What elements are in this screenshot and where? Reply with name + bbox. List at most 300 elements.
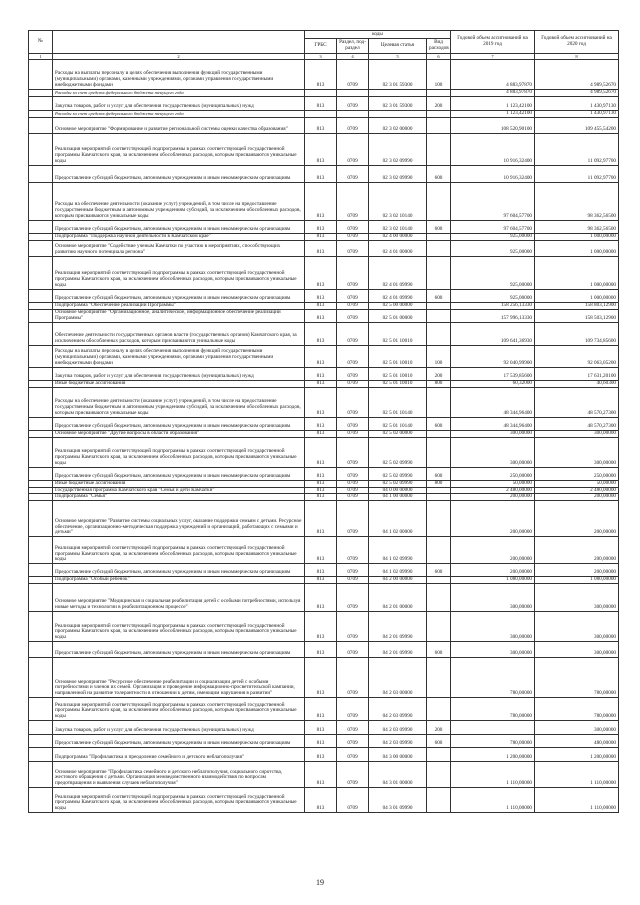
row-number-cell (29, 134, 53, 166)
row-description: Подпрограмма "Обеспечение реализации Программы" (53, 302, 305, 309)
row-target: 04 2 01 09990 (369, 612, 427, 642)
table-row (29, 467, 619, 480)
row-amount-2019: 97 604,57700 (451, 183, 535, 221)
row-number-cell (29, 90, 53, 97)
row-section: 0709 (337, 417, 369, 430)
row-number-cell (29, 234, 53, 241)
row-grbs: 813 (305, 234, 337, 241)
row-description: Подпрограмма "Поддержка научной деятельности в Камчатском крае" (53, 234, 305, 241)
row-amount-2019: 1 110,00000 (451, 788, 535, 813)
row-number-cell (29, 309, 53, 322)
row-amount-2020: 98 362,56500 (535, 221, 619, 234)
row-amount-2020: 1 110,00000 (535, 762, 619, 788)
row-amount-2019: 1 123,42100 (451, 111, 535, 118)
row-number-cell (29, 584, 53, 612)
row-description: Предоставление субсидий бюджетным, автономным учреждениям и иным некоммерческим организациям (53, 221, 305, 234)
row-grbs: 813 (305, 309, 337, 322)
row-section: 0709 (337, 537, 369, 564)
row-target: 02 5 01 10140 (369, 387, 427, 417)
table-row (29, 387, 619, 417)
row-amount-2020: 480,00000 (535, 735, 619, 748)
row-target: 02 5 01 10010 (369, 322, 427, 345)
row-grbs: 813 (305, 380, 337, 387)
table-row (29, 735, 619, 748)
table-row (29, 788, 619, 813)
row-section: 0709 (337, 118, 369, 134)
row-target: 02 3 01 59300 (369, 97, 427, 111)
row-number-cell (29, 289, 53, 302)
row-number-cell (29, 698, 53, 721)
row-target: 04 2 00 00000 (369, 577, 427, 584)
row-exptype (427, 612, 451, 642)
table-row (29, 97, 619, 111)
row-section: 0709 (337, 564, 369, 577)
row-section: 0709 (337, 387, 369, 417)
row-section: 0709 (337, 367, 369, 380)
row-exptype (427, 234, 451, 241)
row-exptype (427, 748, 451, 762)
row-description: Реализация мероприятий соответствующей подпрограммы в рамках соответствующей государственной программы Камчатского края, за исключением обособленных расходов, которым присваиваются уникальные коды (53, 537, 305, 564)
column-index: 5 (369, 54, 427, 60)
row-amount-2020: 1 080,00000 (535, 577, 619, 584)
table-row (29, 480, 619, 487)
row-description: Реализация мероприятий соответствующей подпрограммы в рамках соответствующей государственной программы Камчатского края, за исключением обособленных расходов, которым присваиваются уникальные коды (53, 134, 305, 166)
row-exptype (427, 537, 451, 564)
row-number-cell (29, 60, 53, 90)
table-row (29, 221, 619, 234)
row-amount-2019: 200,00000 (451, 501, 535, 537)
row-amount-2019: 2 480,00000 (451, 487, 535, 494)
row-description: Государственная программа Камчатского края "Семья и дети Камчатки" (53, 487, 305, 494)
row-grbs: 813 (305, 166, 337, 183)
row-number-cell (29, 380, 53, 387)
row-amount-2019: 97 604,57700 (451, 221, 535, 234)
row-description: Реализация мероприятий соответствующей подпрограммы в рамках соответствующей государственной программы Камчатского края, за исключением обособленных расходов, которым присваиваются уникальные коды (53, 698, 305, 721)
table-row (29, 111, 619, 118)
row-description: Закупка товаров, работ и услуг для обеспечения государственных (муниципальных) нужд (53, 367, 305, 380)
row-grbs (305, 90, 337, 97)
row-target: 04 1 00 00000 (369, 494, 427, 501)
row-grbs: 813 (305, 537, 337, 564)
row-amount-2019: 200,00000 (451, 494, 535, 501)
row-grbs: 813 (305, 417, 337, 430)
row-amount-2020: 780,00000 (535, 698, 619, 721)
row-amount-2020: 1 000,00000 (535, 289, 619, 302)
row-exptype (427, 256, 451, 289)
row-description: Расходы на обеспечение деятельности (оказание услуг) учреждений, в том числе на предоставление государственным бюджетным и автономным учреждениям субсидий, за исключением обособленных расходов, которым присваиваются уникальные коды (53, 387, 305, 417)
column-index: 1 (29, 54, 53, 60)
row-amount-2019: 300,00000 (451, 584, 535, 612)
row-description: Основное мероприятие "Содействие ученым Камчатки по участию в мероприятиях, способствующих развитию научного потенциала региона" (53, 240, 305, 256)
row-number-cell (29, 183, 53, 221)
row-exptype (427, 577, 451, 584)
row-grbs: 813 (305, 467, 337, 480)
row-amount-2019: 10 916,32400 (451, 166, 535, 183)
row-grbs: 813 (305, 721, 337, 735)
row-amount-2020: 2 480,00000 (535, 487, 619, 494)
row-grbs: 813 (305, 564, 337, 577)
row-amount-2019: 92 040,99900 (451, 345, 535, 367)
row-exptype (427, 487, 451, 494)
row-grbs: 813 (305, 97, 337, 111)
row-grbs: 813 (305, 494, 337, 501)
row-target: 02 3 01 59300 (369, 60, 427, 90)
row-section: 0709 (337, 309, 369, 322)
row-section: 0709 (337, 256, 369, 289)
header-grbs: ГРБС (305, 39, 337, 54)
row-target: 02 3 02 10140 (369, 183, 427, 221)
row-description: Иные бюджетные ассигнования (53, 380, 305, 387)
row-description: Основное мероприятие "Ресурсное обеспечение реабилитации и социализации детей с особыми потребностями и членов их семей. Организация и проведение информационно-просветительской кампании, направленной на развитие толерантности в отношении к детям, имеющим нарушения в развитии" (53, 658, 305, 698)
row-section: 0709 (337, 97, 369, 111)
table-body (29, 60, 619, 813)
row-number-cell (29, 564, 53, 577)
row-amount-2019: 48 344,96400 (451, 387, 535, 417)
row-section: 0709 (337, 134, 369, 166)
row-description: Предоставление субсидий бюджетным, автономным учреждениям и иным некоммерческим организациям (53, 289, 305, 302)
row-number-cell (29, 467, 53, 480)
row-target: 02 5 01 10010 (369, 367, 427, 380)
row-number-cell (29, 788, 53, 813)
table-row (29, 577, 619, 584)
table-row (29, 367, 619, 380)
row-exptype: 200 (427, 721, 451, 735)
row-target: 04 1 02 09990 (369, 564, 427, 577)
row-exptype: 100 (427, 60, 451, 90)
row-section: 0709 (337, 480, 369, 487)
row-amount-2019: 50,00000 (451, 480, 535, 487)
row-exptype (427, 437, 451, 467)
row-amount-2020: 4 989,52670 (535, 90, 619, 97)
table-row (29, 537, 619, 564)
row-amount-2020: 158 803,12900 (535, 302, 619, 309)
row-target: 02 4 00 00000 (369, 234, 427, 241)
table-row (29, 612, 619, 642)
row-amount-2020: 158 503,12900 (535, 309, 619, 322)
row-amount-2019: 48 344,96400 (451, 417, 535, 430)
row-target (369, 111, 427, 118)
row-grbs: 813 (305, 612, 337, 642)
row-amount-2020: 98 362,56500 (535, 183, 619, 221)
row-section: 0709 (337, 658, 369, 698)
row-exptype (427, 494, 451, 501)
row-amount-2020: 17 631,20100 (535, 367, 619, 380)
row-amount-2019: 158 256,13330 (451, 302, 535, 309)
row-description: Основное мероприятие "Профилактика семейного и детского неблагополучия, социального сиротства, жестокого обращения с детьми. Организация межведомственного взаимодействия по вопросам предотвращения и выявления случаев неблагополучия" (53, 762, 305, 788)
row-description: Иные бюджетные ассигнования (53, 480, 305, 487)
row-number-cell (29, 501, 53, 537)
row-target: 02 4 01 09990 (369, 289, 427, 302)
table-row (29, 166, 619, 183)
row-section (337, 111, 369, 118)
row-amount-2019: 4 883,97870 (451, 90, 535, 97)
row-number-cell (29, 221, 53, 234)
row-number-cell (29, 345, 53, 367)
row-exptype: 800 (427, 480, 451, 487)
row-exptype (427, 658, 451, 698)
row-grbs: 813 (305, 430, 337, 437)
table-row (29, 240, 619, 256)
row-target: 02 5 00 00000 (369, 302, 427, 309)
row-amount-2019: 780,00000 (451, 735, 535, 748)
row-exptype: 600 (427, 642, 451, 658)
row-amount-2020: 11 092,97700 (535, 166, 619, 183)
row-grbs: 813 (305, 302, 337, 309)
row-amount-2019: 4 883,97870 (451, 60, 535, 90)
row-amount-2020: 250,00000 (535, 467, 619, 480)
row-amount-2019: 300,00000 (451, 430, 535, 437)
row-exptype (427, 309, 451, 322)
row-description: Закупка товаров, работ и услуг для обеспечения государственных (муниципальных) нужд (53, 97, 305, 111)
row-grbs: 813 (305, 487, 337, 494)
table-row (29, 256, 619, 289)
row-section: 0709 (337, 437, 369, 467)
row-section: 0709 (337, 221, 369, 234)
row-target: 02 3 02 10140 (369, 221, 427, 234)
row-grbs: 813 (305, 183, 337, 221)
header-target: Целевая статья (369, 39, 427, 54)
table-row (29, 183, 619, 221)
row-section: 0709 (337, 302, 369, 309)
header-2020: Годовой объем ассигнований на 2020 год (535, 31, 619, 54)
row-description: Расходы на выплаты персоналу в целях обеспечения выполнения функций государственными (муниципальными) органами, казенными учреждениями, органами управления государственными внебюджетными фондами (53, 345, 305, 367)
row-grbs: 813 (305, 256, 337, 289)
row-amount-2020: 1 430,97130 (535, 111, 619, 118)
row-target: 04 0 00 00000 (369, 487, 427, 494)
table-row (29, 698, 619, 721)
row-number-cell (29, 537, 53, 564)
row-exptype (427, 90, 451, 97)
row-exptype (427, 762, 451, 788)
row-grbs: 813 (305, 788, 337, 813)
row-description: Подпрограмма "Особый ребенок" (53, 577, 305, 584)
row-number-cell (29, 437, 53, 467)
row-exptype (427, 118, 451, 134)
row-amount-2020: 109 455,54200 (535, 118, 619, 134)
row-grbs: 813 (305, 735, 337, 748)
row-grbs: 813 (305, 240, 337, 256)
row-grbs: 813 (305, 118, 337, 134)
table-row (29, 494, 619, 501)
row-description: Реализация мероприятий соответствующей подпрограммы в рамках соответствующей государственной программы Камчатского края, за исключением обособленных расходов, которым присваиваются уникальные коды (53, 788, 305, 813)
column-index: 2 (53, 54, 305, 60)
row-number-cell (29, 642, 53, 658)
page-number: 19 (316, 878, 324, 887)
row-amount-2019 (451, 721, 535, 735)
row-description: Основное мероприятие "Формирование и развитие региональной системы оценки качества образования" (53, 118, 305, 134)
row-number-cell (29, 735, 53, 748)
row-target: 04 3 00 00000 (369, 748, 427, 762)
row-target: 04 2 03 00000 (369, 658, 427, 698)
column-index: 6 (427, 54, 451, 60)
row-amount-2019: 300,00000 (451, 642, 535, 658)
column-index: 3 (305, 54, 337, 60)
row-number-cell (29, 430, 53, 437)
row-exptype (427, 183, 451, 221)
row-number-cell (29, 577, 53, 584)
header-section: Раздел, под-раздел (337, 39, 369, 54)
budget-table (28, 30, 619, 813)
row-description: Закупка товаров, работ и услуг для обеспечения государственных (муниципальных) нужд (53, 721, 305, 735)
row-amount-2019: 10 916,32400 (451, 134, 535, 166)
row-section: 0709 (337, 380, 369, 387)
row-section: 0709 (337, 612, 369, 642)
row-section: 0709 (337, 698, 369, 721)
row-amount-2019: 157 996,13330 (451, 309, 535, 322)
table-row (29, 118, 619, 134)
row-description: Реализация мероприятий соответствующей подпрограммы в рамках соответствующей государственной программы Камчатского края, за исключением обособленных расходов, которым присваиваются уникальные коды (53, 256, 305, 289)
row-grbs: 813 (305, 658, 337, 698)
row-amount-2019: 300,00000 (451, 612, 535, 642)
row-description: Основное мероприятие "Развитие системы социальных услуг, оказание поддержки семьям с детьми. Ресурсное обеспечение, организационно-методическая поддержка учреждений и организаций, работающих с семьями и детьми" (53, 501, 305, 537)
row-amount-2019: 1 123,42100 (451, 97, 535, 111)
row-target: 02 3 02 09990 (369, 134, 427, 166)
row-amount-2019: 250,00000 (451, 467, 535, 480)
row-amount-2020: 300,00000 (535, 430, 619, 437)
row-grbs: 813 (305, 221, 337, 234)
row-exptype: 600 (427, 467, 451, 480)
table-row (29, 322, 619, 345)
row-number-cell (29, 494, 53, 501)
row-amount-2020: 11 092,97700 (535, 134, 619, 166)
table-row (29, 90, 619, 97)
row-description: Обеспечение деятельности государственных органов власти (государственных органов) Камчатского края, за исключением обособленных расходов, которым присваиваются уникальные коды (53, 322, 305, 345)
row-exptype: 100 (427, 345, 451, 367)
row-amount-2019: 925,00000 (451, 289, 535, 302)
column-index: 7 (451, 54, 535, 60)
row-grbs (305, 111, 337, 118)
row-section: 0709 (337, 494, 369, 501)
row-exptype (427, 240, 451, 256)
row-section: 0709 (337, 501, 369, 537)
row-exptype: 600 (427, 735, 451, 748)
row-amount-2020: 1 000,00000 (535, 240, 619, 256)
row-target: 02 5 02 09990 (369, 437, 427, 467)
row-target: 02 5 02 09990 (369, 480, 427, 487)
row-description: Основное мероприятие "Медицинская и социальная реабилитация детей с особыми потребностями, используя новые методы и технологии в реабилитационном процессе" (53, 584, 305, 612)
row-section: 0709 (337, 748, 369, 762)
table-row (29, 134, 619, 166)
row-number-cell (29, 240, 53, 256)
row-amount-2020: 48 570,27300 (535, 387, 619, 417)
header-codes: коды (305, 31, 451, 39)
row-section: 0709 (337, 430, 369, 437)
row-number-cell (29, 97, 53, 111)
header-exptype: Вид расходов (427, 39, 451, 54)
row-description: Подпрограмма "Профилактика и преодоление семейного и детского неблагополучия" (53, 748, 305, 762)
row-description: Предоставление субсидий бюджетным, автономным учреждениям и иным некоммерческим организациям (53, 417, 305, 430)
table-row (29, 642, 619, 658)
row-amount-2020: 200,00000 (535, 494, 619, 501)
row-target: 04 2 03 09990 (369, 721, 427, 735)
table-row (29, 762, 619, 788)
row-number-cell (29, 748, 53, 762)
row-amount-2020: 1 430,97130 (535, 97, 619, 111)
row-amount-2020: 200,00000 (535, 501, 619, 537)
row-exptype: 600 (427, 289, 451, 302)
row-amount-2019: 1 200,00000 (451, 748, 535, 762)
row-number-cell (29, 387, 53, 417)
row-amount-2019: 200,00000 (451, 564, 535, 577)
row-exptype (427, 430, 451, 437)
row-grbs: 813 (305, 698, 337, 721)
row-description: Предоставление субсидий бюджетным, автономным учреждениям и иным некоммерческим организациям (53, 642, 305, 658)
row-amount-2020: 200,00000 (535, 564, 619, 577)
row-number-cell (29, 256, 53, 289)
row-amount-2020: 1 000,00000 (535, 256, 619, 289)
row-number-cell (29, 111, 53, 118)
row-number-cell (29, 721, 53, 735)
row-amount-2020: 1 200,00000 (535, 748, 619, 762)
header-num: № (29, 31, 53, 54)
column-index: 4 (337, 54, 369, 60)
row-amount-2020: 4 989,52670 (535, 60, 619, 90)
row-exptype (427, 584, 451, 612)
table-row (29, 584, 619, 612)
row-target: 04 2 01 00000 (369, 584, 427, 612)
table-row (29, 60, 619, 90)
row-description: Основное мероприятие "Другие вопросы в области образования" (53, 430, 305, 437)
table-row (29, 748, 619, 762)
row-description: Реализация мероприятий соответствующей подпрограммы в рамках соответствующей государственной программы Камчатского края, за исключением обособленных расходов, которым присваиваются уникальные коды (53, 437, 305, 467)
row-target: 04 3 01 00000 (369, 762, 427, 788)
column-index: 8 (535, 54, 619, 60)
row-exptype: 600 (427, 221, 451, 234)
row-target: 02 4 01 00000 (369, 240, 427, 256)
row-description: Реализация мероприятий соответствующей подпрограммы в рамках соответствующей государственной программы Камчатского края, за исключением обособленных расходов, которым присваиваются уникальные коды (53, 612, 305, 642)
row-target: 02 4 01 09990 (369, 256, 427, 289)
row-target: 02 5 02 00000 (369, 430, 427, 437)
row-section: 0709 (337, 642, 369, 658)
table-row (29, 658, 619, 698)
table-row (29, 380, 619, 387)
row-amount-2019: 925,00000 (451, 256, 535, 289)
row-number-cell (29, 302, 53, 309)
row-amount-2019: 780,00000 (451, 658, 535, 698)
row-section: 0709 (337, 487, 369, 494)
table-row (29, 309, 619, 322)
row-amount-2019: 300,00000 (451, 437, 535, 467)
row-grbs: 813 (305, 748, 337, 762)
row-grbs: 813 (305, 480, 337, 487)
row-grbs: 813 (305, 322, 337, 345)
row-grbs: 813 (305, 584, 337, 612)
row-target: 02 3 02 00000 (369, 118, 427, 134)
row-amount-2019: 200,00000 (451, 537, 535, 564)
row-number-cell (29, 417, 53, 430)
row-section: 0709 (337, 60, 369, 90)
row-amount-2020: 300,00000 (535, 612, 619, 642)
row-description: Расходы за счет средств федерального бюджета текущего года (53, 90, 305, 97)
budget-document (28, 30, 618, 813)
table-row (29, 721, 619, 735)
table-row (29, 501, 619, 537)
row-description: Основное мероприятие "Организационное, аналитическое, информационное обеспечение реализации Программы" (53, 309, 305, 322)
row-grbs: 813 (305, 387, 337, 417)
row-amount-2020: 300,00000 (535, 584, 619, 612)
row-section: 0709 (337, 289, 369, 302)
row-amount-2019: 925,00000 (451, 240, 535, 256)
table-row (29, 345, 619, 367)
row-section: 0709 (337, 577, 369, 584)
table-row (29, 417, 619, 430)
row-grbs: 813 (305, 367, 337, 380)
row-amount-2020: 1 110,00000 (535, 788, 619, 813)
row-target: 02 5 01 10010 (369, 345, 427, 367)
row-section: 0709 (337, 234, 369, 241)
row-target: 02 5 01 10140 (369, 417, 427, 430)
row-number-cell (29, 322, 53, 345)
